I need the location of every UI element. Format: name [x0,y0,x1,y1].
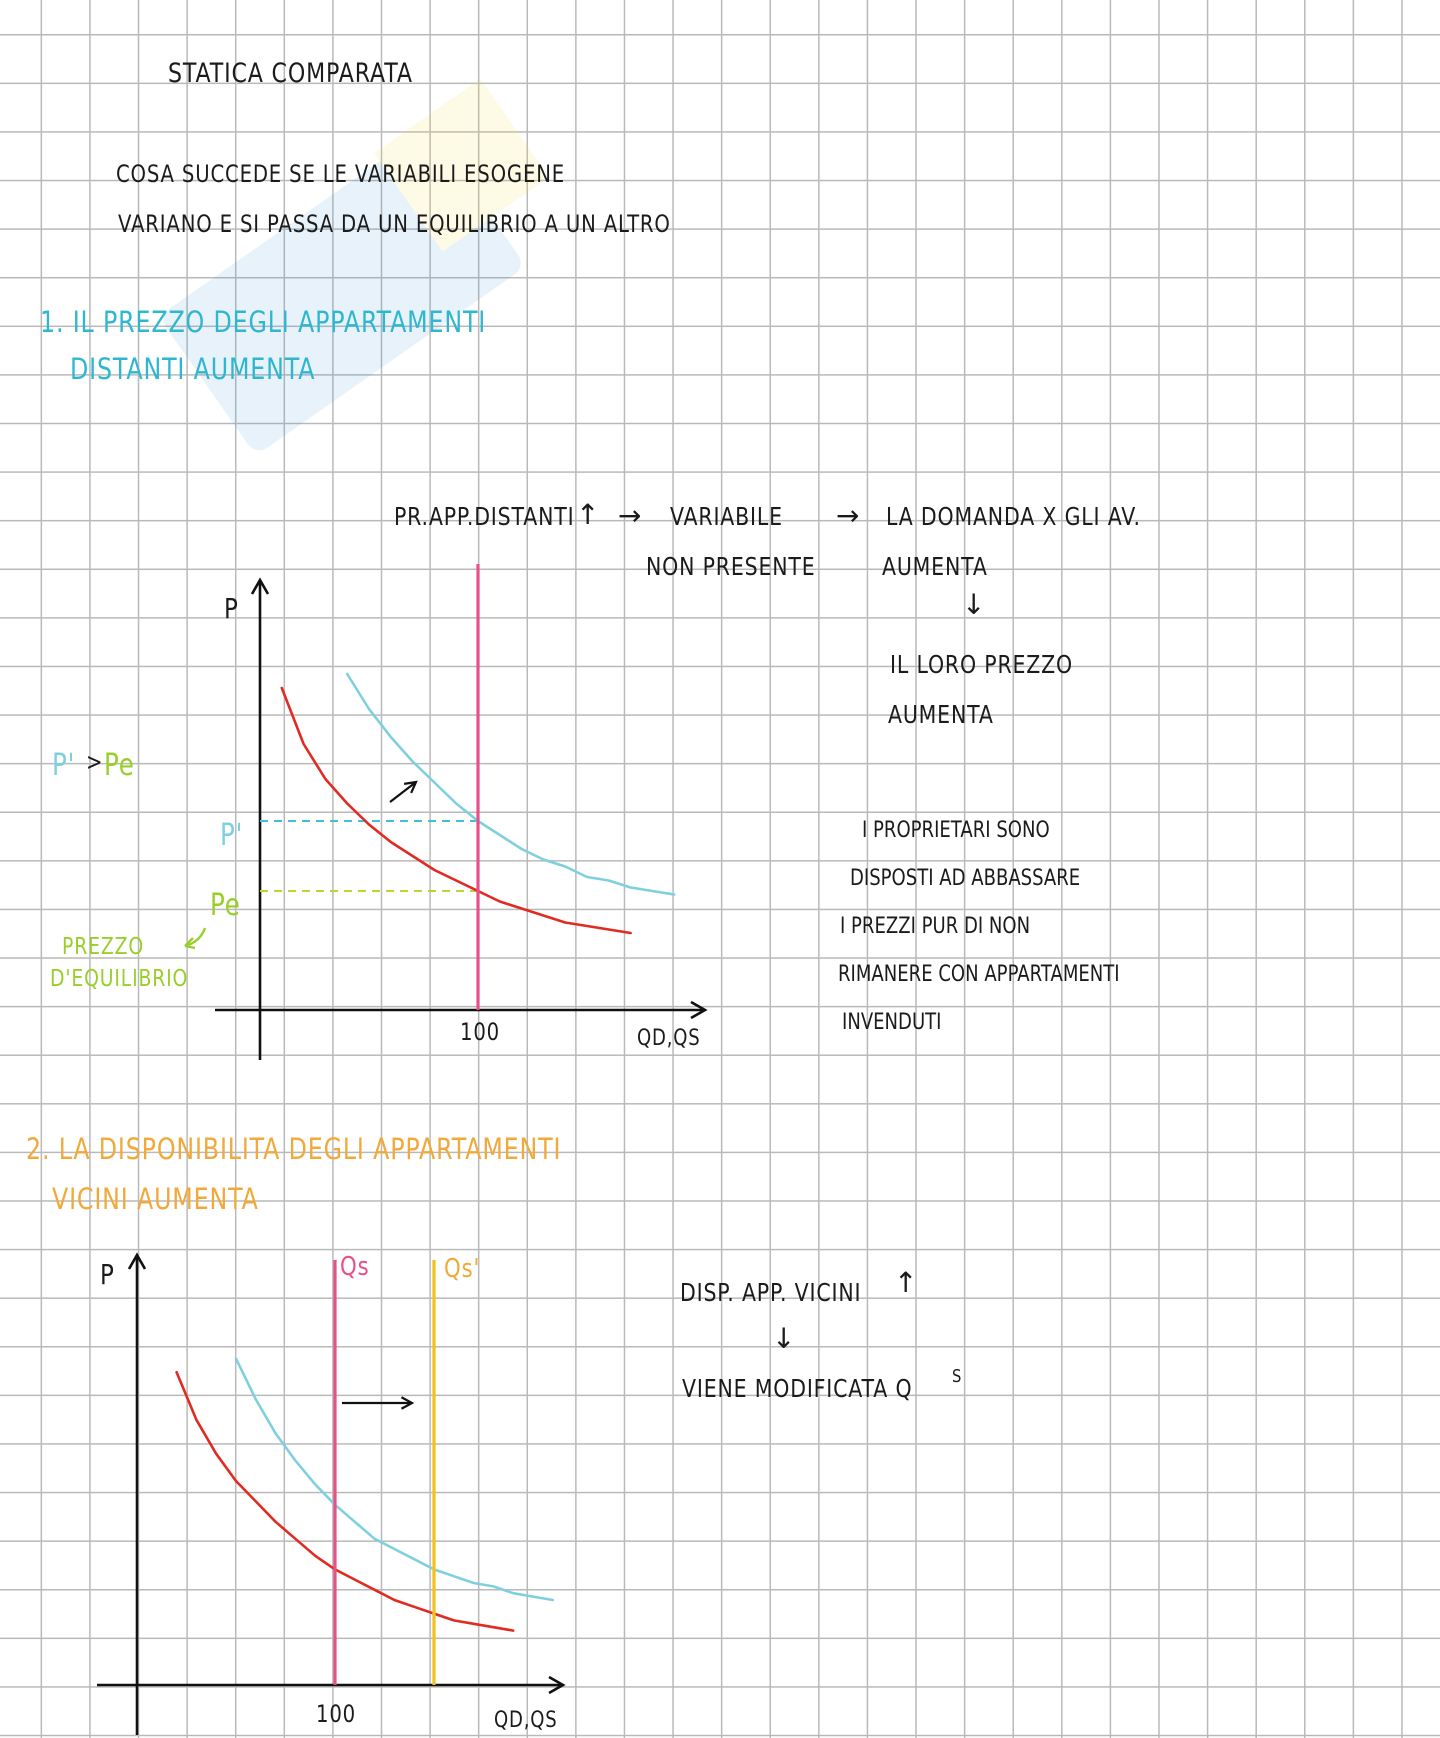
demand-curve-0 [282,688,631,933]
note-line-4: RIMANERE CON APPARTAMENTI [838,962,1120,987]
right-arrow-icon: → [618,499,642,532]
chart1-tick-100: 100 [460,1018,501,1046]
chart1-pe-label: Pe [210,888,241,923]
flow2-item-2: VIENE MODIFICATA Q [682,1374,913,1403]
section1-heading-line-1: 1. IL PREZZO DEGLI APPARTAMENTI [40,305,487,339]
flow2-superscript-s: S [952,1366,963,1387]
chart2-qs-label: Qs [340,1252,370,1282]
side-label-pe: Pe [104,748,135,783]
flow1-item-4-line-1: IL LORO PREZZO [890,650,1073,679]
right-arrow-icon: → [836,499,860,532]
intro-line-1: COSA SUCCEDE SE LE VARIABILI ESOGENE [116,160,566,188]
flow1-item-2-line-1: VARIABILE [670,502,783,531]
section2-heading-line-1: 2. LA DISPONIBILITA DEGLI APPARTAMENTI [26,1132,562,1166]
chart1-p-prime-label: P' [220,818,244,853]
demand-curve-1 [347,674,674,895]
chart-2 [85,1235,585,1735]
side-label-p-prime: P' [52,748,76,783]
demand-curve-0 [177,1372,514,1630]
down-arrow-icon: ↓ [772,1322,796,1355]
page-title: STATICA COMPARATA [168,58,413,89]
chart2-y-label: P [100,1258,115,1291]
section2-heading-line-2: VICINI AUMENTA [52,1182,259,1216]
note-line-5: INVENDUTI [842,1010,942,1035]
section1-heading-line-2: DISTANTI AUMENTA [70,352,316,386]
flow2-item-1: DISP. APP. VICINI [680,1278,862,1307]
demand-curve-1 [236,1359,553,1600]
flow1-item-3-line-1: LA DOMANDA X GLI AV. [886,502,1141,531]
chart1-y-label: P [224,592,239,625]
chart2-x-label: QD,QS [494,1708,558,1733]
chart-1 [190,570,710,1070]
up-arrow-icon: ↑ [894,1266,918,1299]
chart1-x-label: QD,QS [637,1026,701,1051]
flow1-item-1: PR.APP.DISTANTI [394,502,575,531]
up-arrow-icon: ↑ [576,498,600,531]
intro-line-2: VARIANO E SI PASSA DA UN EQUILIBRIO A UN ALTRO [118,210,671,238]
down-arrow-icon: ↓ [962,588,986,621]
note-line-3: I PREZZI PUR DI NON [840,914,1031,939]
flow1-item-3-line-2: AUMENTA [882,552,988,581]
chart2-qs2-label: Qs' [444,1254,481,1284]
chart2-tick-100: 100 [316,1700,357,1728]
side-label-eq-line-1: PREZZO [62,934,144,960]
flow1-item-2-line-2: NON PRESENTE [646,552,816,581]
side-label-eq-line-2: D'EQUILIBRIO [50,966,189,992]
flow1-item-4-line-2: AUMENTA [888,700,994,729]
note-line-2: DISPOSTI AD ABBASSARE [850,866,1081,891]
side-label-gt: > [86,748,104,776]
note-line-1: I PROPRIETARI SONO [862,818,1050,843]
